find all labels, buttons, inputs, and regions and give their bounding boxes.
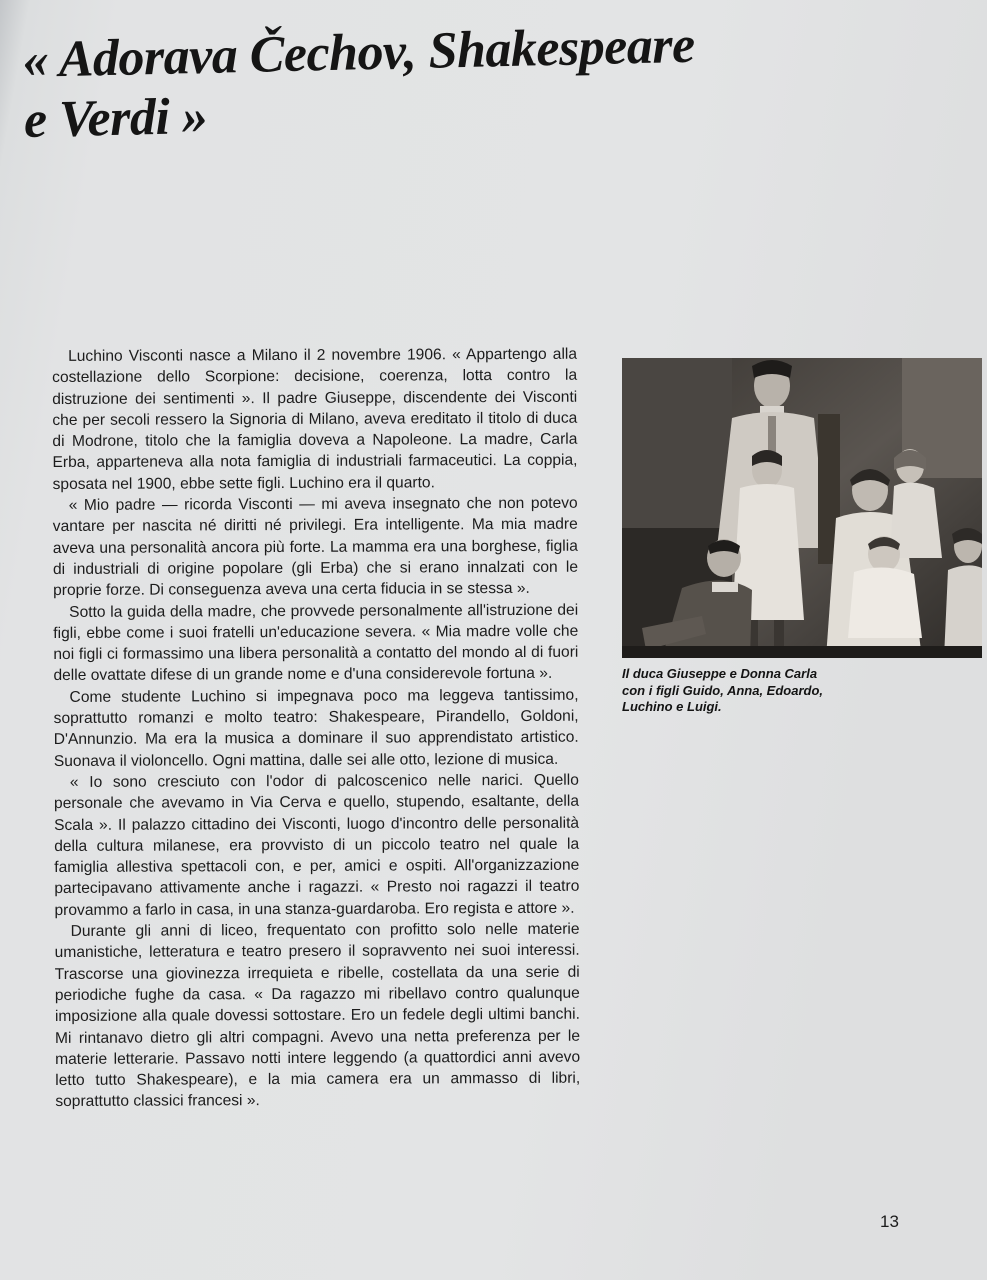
family-portrait-image [622, 358, 982, 658]
article-paragraph: Come studente Luchino si impegnava poco ma leggeva tantissimo, soprattutto romanzi e molto teatro: Shakespeare, Pirandello, Goldoni, D'Annunzio. Ma era la musica a dominare il suo apprendistato artistico. Suonava il violoncello. Ogni mattina, dalle sei alle otto, lezione di musica. [53, 686, 579, 770]
page-number: 13 [880, 1212, 899, 1231]
article-paragraph: « Io sono cresciuto con l'odor di palcoscenico nelle narici. Quello personale che avevamo in Via Cerva e quello, stupendo, esaltante, della Scala ». Il palazzo cittadino dei Visconti, luogo d'incontro delle personalità della cultura milanese, era provvisto di un piccolo teatro nel quale la famiglia allestiva spettacoli con, e per, amici e ospiti. All'organizzazione partecipavano attivamente anche i ragazzi. « Presto noi ragazzi il teatro provammo a farlo in casa, in una stanza-guardaroba. Ero regista e attore ». [53, 771, 580, 919]
article-body [52, 344, 580, 1113]
family-portrait-photo [622, 358, 982, 658]
page-title [22, 10, 925, 152]
photo-caption: Il duca Giuseppe e Donna Carla con i figli Guido, Anna, Edoardo, Luchino e Luigi. [622, 666, 824, 714]
title-line-2: e Verdi » [23, 87, 208, 149]
title-line-1: « Adorava Čechov, Shakespeare [22, 16, 696, 89]
article-paragraph: Sotto la guida della madre, che provvede personalmente all'istruzione dei figli, ebbe come i suoi fratelli un'educazione severa. « Mia madre volle che noi figli ci formassimo una libera personalità a contatto del mondo al di fuori delle ovattate difese di un grande nome e d'una considerevole fortuna ». [53, 601, 579, 685]
article-paragraph: « Mio padre — ricorda Visconti — mi aveva insegnato che non potevo vantare per nascita né diritti né privilegi. Era intelligente. Ma mia madre aveva una personalità ancora più forte. La mamma era una borghese, figlia di industriali di origine popolare (gli Erba) che si erano innalzati con le proprie forze. Di conseguenza aveva una certa fiducia in se stessa ». [52, 494, 579, 600]
article-paragraph: Durante gli anni di liceo, frequentato con profitto solo nelle materie umanistiche, letteratura e teatro presero il sopravvento nei suoi interessi. Trascorse una giovinezza irrequieta e ribelle, costellata da una serie di periodiche fughe da casa. « Da ragazzo mi ribellavo contro qualunque imposizione alla quale dovessi sottostare. Ero un fedele degli ultimi banchi. Mi rintanavo dietro gli altri compagni. Avevo una netta preferenza per le materie letterarie. Passavo notti intere leggendo (a quattordici anni avevo letto tutto Shakespeare), e la mia camera era un ammasso di libri, soprattutto classici francesi ». [54, 920, 581, 1111]
article-paragraph: Luchino Visconti nasce a Milano il 2 novembre 1906. « Appartengo alla costellazione dello Scorpione: decisione, coerenza, lotta contro la distruzione dei sentimenti ». Il padre Giuseppe, discendente dei Visconti che per secoli ressero la Signoria di Milano, aveva ereditato il titolo di duca di Modrone, titolo che la famiglia doveva a Napoleone. La madre, Carla Erba, apparteneva alla nota famiglia di industriali farmaceutici. La coppia, sposata nel 1900, ebbe sette figli. Luchino era il quarto. [52, 345, 578, 493]
